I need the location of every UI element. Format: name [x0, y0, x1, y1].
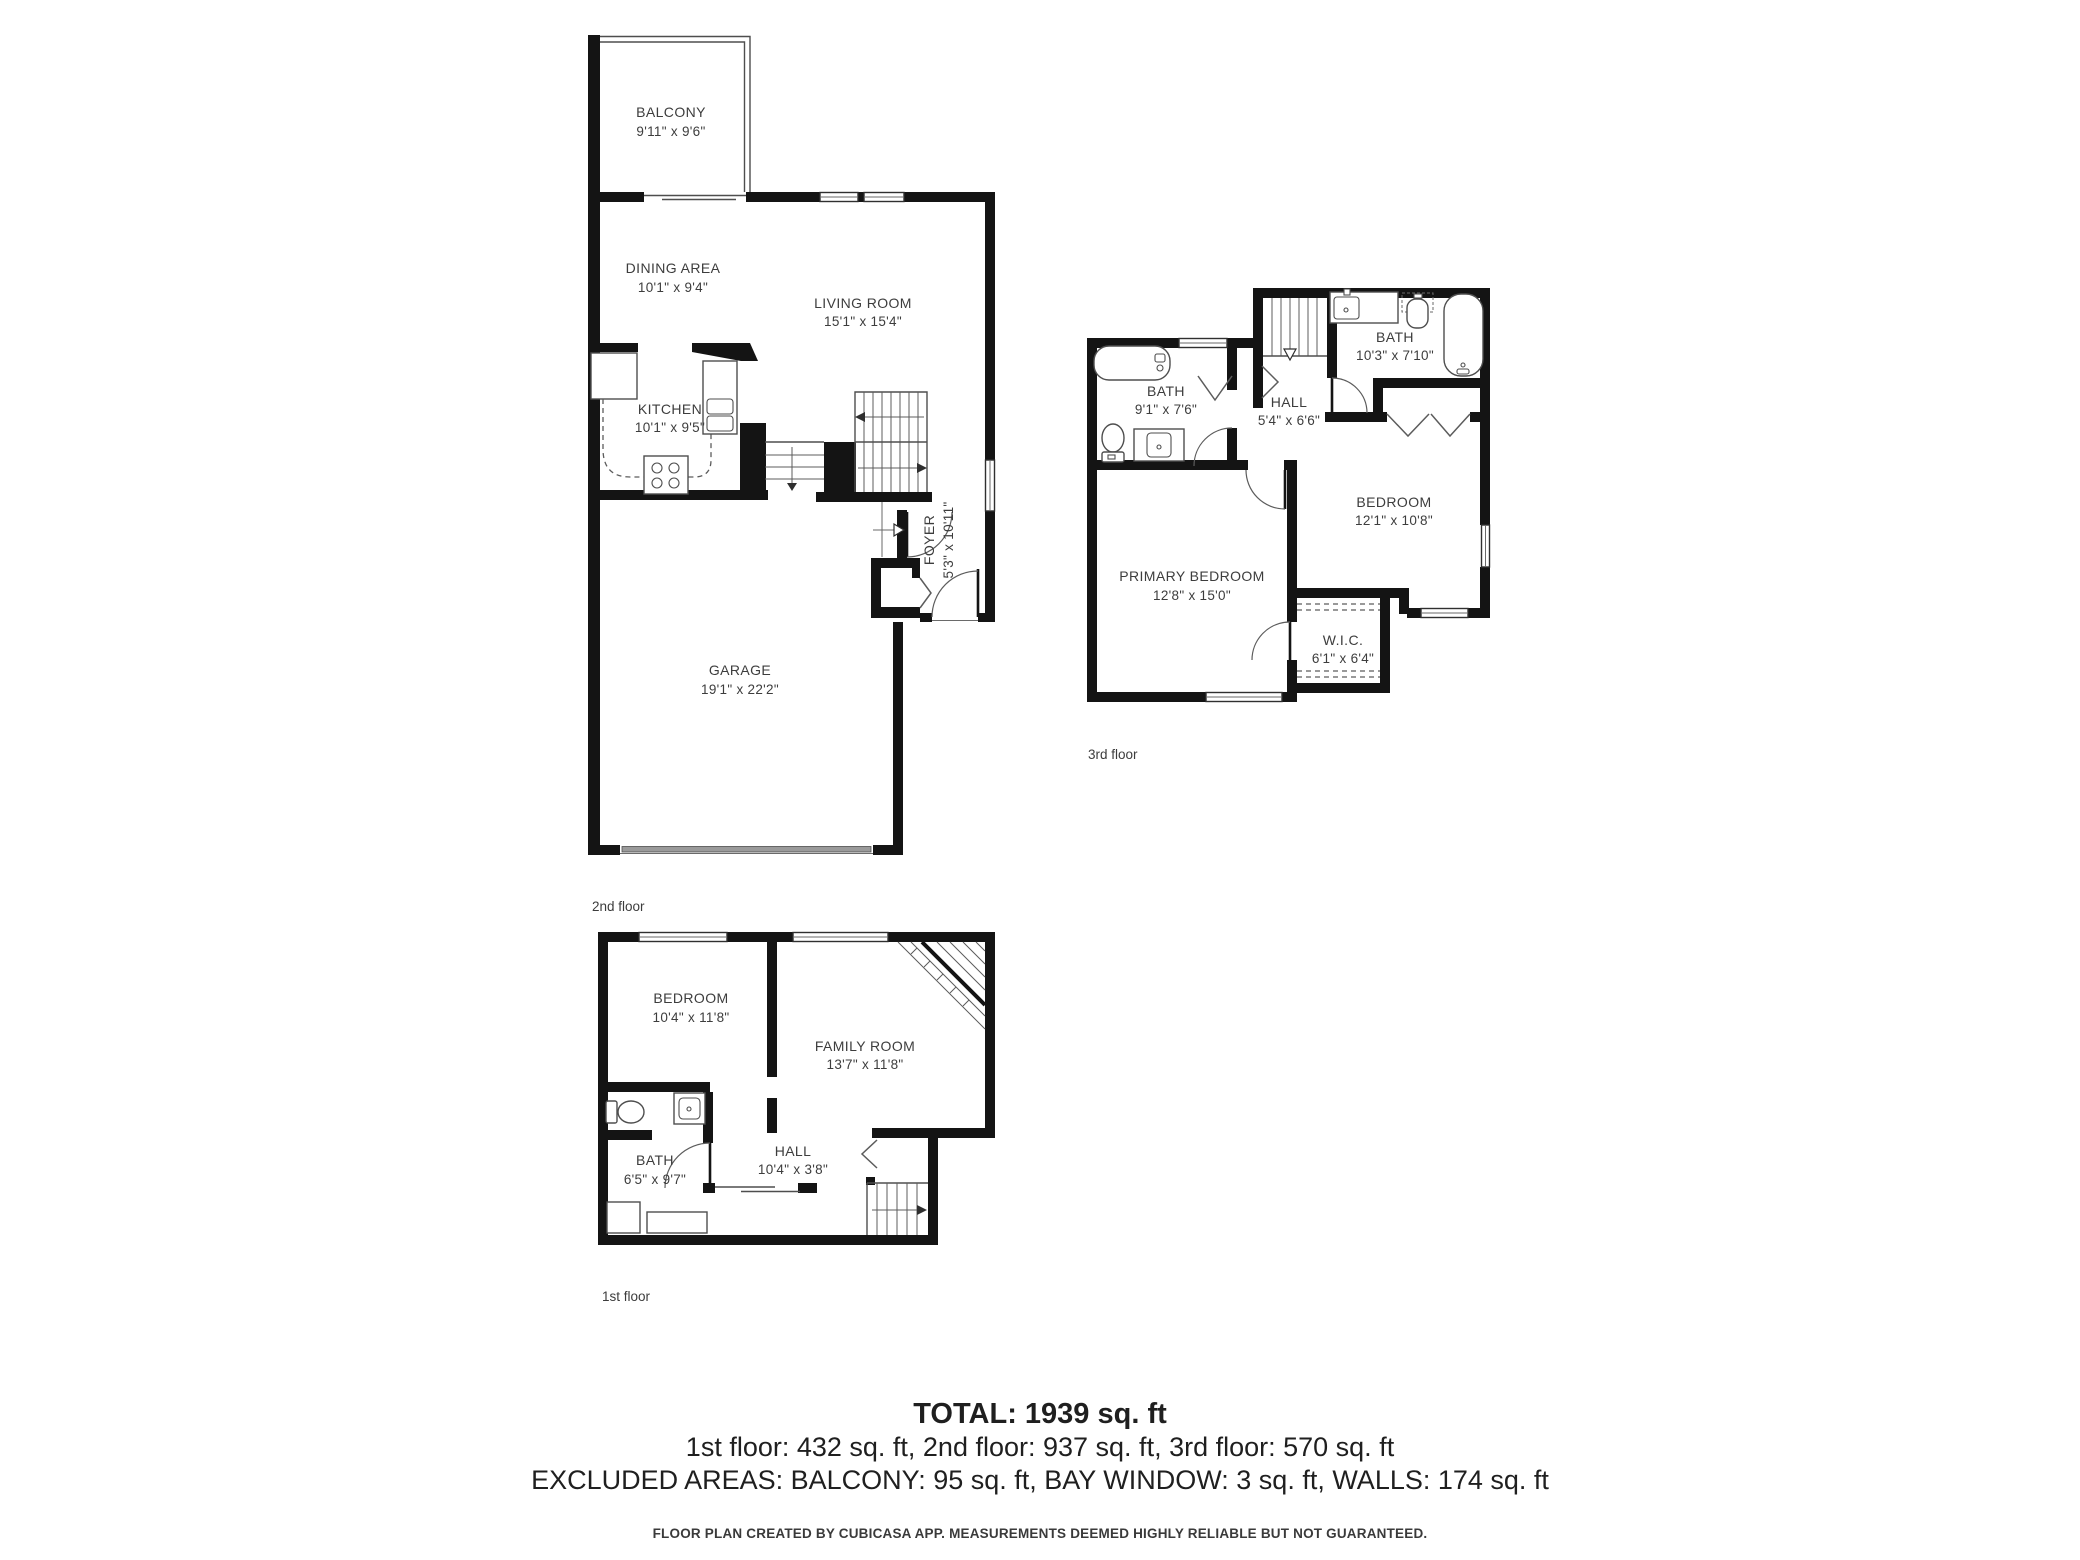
- room-label-wic: [1312, 632, 1374, 666]
- disclaimer-text: FLOOR PLAN CREATED BY CUBICASA APP. MEASUREMENTS DEEMED HIGHLY RELIABLE BUT NOT GUARANTEED.: [652, 1526, 1428, 1541]
- room-label-bath-left: [1135, 383, 1197, 417]
- room-label-hall-3rd: [1258, 394, 1320, 428]
- kitchen-fixtures-icon: [591, 343, 758, 494]
- room-label-foyer: [921, 502, 956, 579]
- stairs-icon-1st-floor: [867, 942, 985, 1235]
- room-label-hall-1st: [758, 1143, 828, 1177]
- svg-text:6'5" x 9'7": 6'5" x 9'7": [623, 1172, 687, 1187]
- svg-text:BALCONY: BALCONY: [636, 104, 706, 120]
- room-label-dining: [626, 260, 721, 295]
- excluded-areas-text: EXCLUDED AREAS: BALCONY: 95 sq. ft, BAY WINDOW: 3 sq. ft, WALLS: 174 sq. ft: [531, 1465, 1549, 1495]
- svg-text:BATH: BATH: [1147, 383, 1185, 399]
- garage-door-icon: [620, 847, 873, 854]
- svg-text:GARAGE: GARAGE: [708, 662, 772, 678]
- svg-text:5'4" x 6'6": 5'4" x 6'6": [1257, 413, 1321, 428]
- svg-text:HALL: HALL: [774, 1143, 812, 1159]
- summary-footer: [531, 1398, 1549, 1541]
- svg-text:5'3" x 10'11": 5'3" x 10'11": [941, 501, 956, 579]
- svg-text:9'1" x 7'6": 9'1" x 7'6": [1134, 402, 1198, 417]
- floor-caption-2nd: 2nd floor: [592, 899, 645, 914]
- svg-text:10'1" x 9'4": 10'1" x 9'4": [637, 280, 709, 295]
- floor-caption-1st: 1st floor: [602, 1289, 651, 1304]
- walls-2nd-floor: [588, 35, 995, 855]
- svg-text:13'7" x 11'8": 13'7" x 11'8": [826, 1057, 904, 1072]
- svg-text:BEDROOM: BEDROOM: [1356, 494, 1432, 510]
- svg-text:BATH: BATH: [1376, 329, 1414, 345]
- room-label-balcony: [636, 104, 706, 139]
- svg-text:BATH: BATH: [636, 1152, 674, 1168]
- room-label-garage: [701, 662, 779, 697]
- svg-text:W.I.C.: W.I.C.: [1322, 632, 1364, 648]
- room-label-living: [814, 295, 912, 329]
- room-label-bath-right: [1356, 329, 1434, 363]
- room-label-bedroom-1st: [653, 990, 730, 1025]
- svg-text:10'3" x 7'10": 10'3" x 7'10": [1356, 348, 1434, 363]
- room-label-kitchen: [635, 401, 705, 435]
- svg-text:12'8" x 15'0": 12'8" x 15'0": [1153, 588, 1231, 603]
- total-area-text: TOTAL: 1939 sq. ft: [913, 1398, 1167, 1430]
- room-label-family-room: [815, 1038, 915, 1072]
- svg-text:10'4" x 3'8": 10'4" x 3'8": [757, 1162, 829, 1177]
- svg-text:KITCHEN: KITCHEN: [637, 401, 703, 417]
- svg-text:19'1" x 22'2": 19'1" x 22'2": [701, 682, 779, 697]
- floor-plan-3rd-floor: [1087, 288, 1490, 762]
- svg-text:6'1" x 6'4": 6'1" x 6'4": [1311, 651, 1375, 666]
- svg-text:BEDROOM: BEDROOM: [653, 990, 729, 1006]
- svg-text:9'11" x 9'6": 9'11" x 9'6": [636, 124, 706, 139]
- room-label-bedroom-3rd: [1355, 494, 1433, 528]
- svg-text:10'1" x 9'5": 10'1" x 9'5": [634, 420, 706, 435]
- svg-text:DINING AREA: DINING AREA: [625, 260, 721, 276]
- svg-text:12'1" x 10'8": 12'1" x 10'8": [1355, 513, 1433, 528]
- floor-areas-text: 1st floor: 432 sq. ft, 2nd floor: 937 sq. ft, 3rd floor: 570 sq. ft: [685, 1432, 1395, 1462]
- svg-text:15'1" x 15'4": 15'1" x 15'4": [824, 314, 902, 329]
- svg-text:10'4" x 11'8": 10'4" x 11'8": [652, 1010, 730, 1025]
- stairs-icon-3rd-floor: [1262, 298, 1327, 398]
- floor-caption-3rd: 3rd floor: [1088, 747, 1138, 762]
- svg-text:HALL: HALL: [1270, 394, 1308, 410]
- svg-text:PRIMARY BEDROOM: PRIMARY BEDROOM: [1119, 568, 1265, 584]
- svg-text:FAMILY ROOM: FAMILY ROOM: [814, 1038, 916, 1054]
- floor-plan-2nd-floor: [588, 35, 995, 914]
- room-label-primary-bedroom: [1119, 568, 1265, 603]
- svg-text:LIVING ROOM: LIVING ROOM: [814, 295, 912, 311]
- floor-plan-1st-floor: [598, 932, 995, 1304]
- svg-text:FOYER: FOYER: [921, 514, 937, 566]
